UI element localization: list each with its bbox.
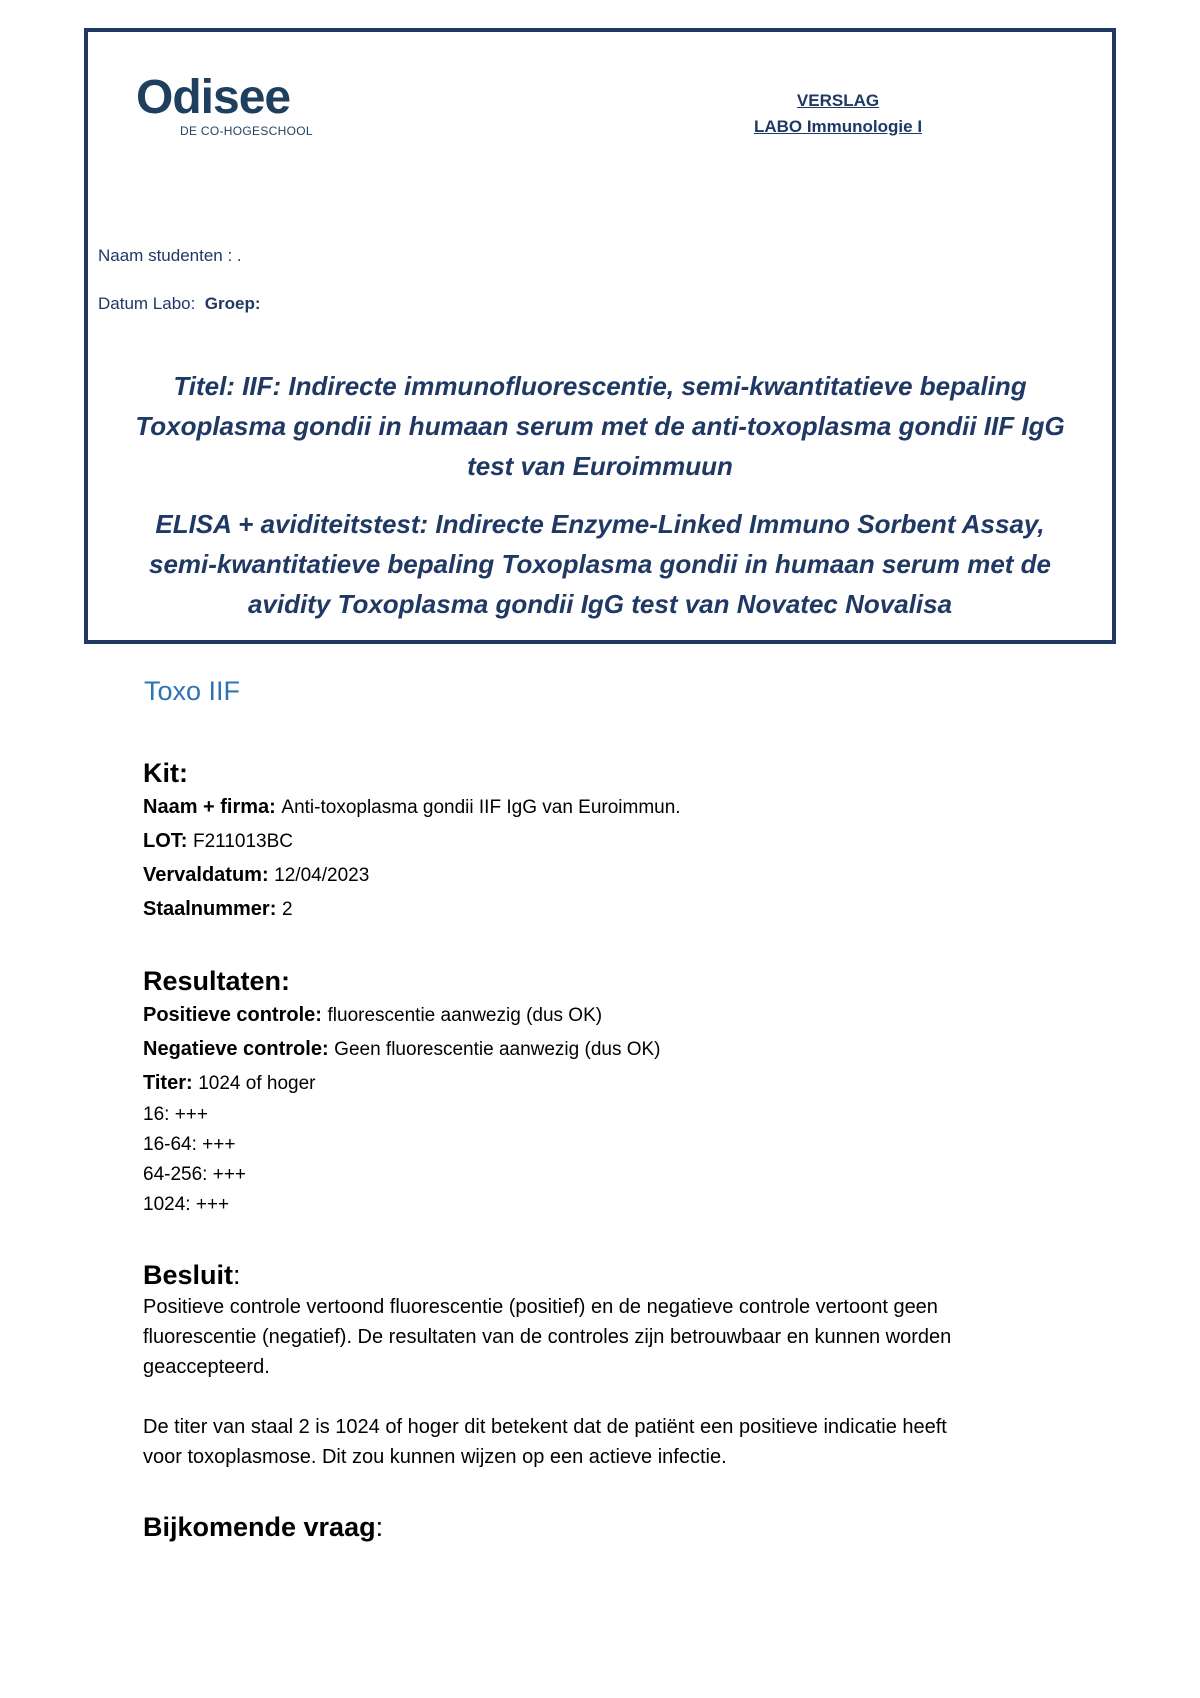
paragraph-line: voor toxoplasmose. Dit zou kunnen wijzen op een actieve infectie. (143, 1446, 727, 1468)
section-heading: Toxo IIF (144, 676, 241, 706)
positive-control-value: fluorescentie aanwezig (dus OK) (327, 1005, 603, 1026)
extra-question-heading-colon: : (375, 1512, 384, 1542)
kit-name-value: Anti-toxoplasma gondii IIF IgG van Euroimmun. (281, 797, 681, 818)
negative-control-row (143, 1032, 1083, 1066)
extra-question-heading (143, 1510, 1083, 1544)
positive-control-row (143, 998, 1083, 1032)
titer-result-row: 16: +++ (143, 1104, 208, 1125)
odisee-logo (136, 71, 313, 138)
kit-lot-row (143, 824, 1083, 858)
main-title-line: test van Euroimmuun (467, 451, 733, 481)
header-box (84, 28, 1116, 644)
conclusion-heading-text: Besluit (143, 1260, 234, 1290)
kit-lot-label: LOT: (143, 830, 188, 852)
titer-result-row: 64-256: +++ (143, 1164, 247, 1185)
titer-result-row: 16-64: +++ (143, 1134, 236, 1155)
kit-name-row (143, 790, 1083, 824)
negative-control-value: Geen fluorescentie aanwezig (dus OK) (334, 1039, 661, 1060)
elisa-title (88, 504, 1112, 624)
conclusion-section (143, 1258, 1083, 1472)
logo-wordmark: Odisee (136, 71, 291, 124)
main-title-line: Titel: IIF: Indirecte immunofluorescentie, semi-kwantitatieve bepaling (173, 371, 1027, 401)
groep-label: Groep: (204, 294, 261, 313)
elisa-title-line: semi-kwantitatieve bepaling Toxoplasma gondii in humaan serum met de (148, 549, 1051, 579)
titer-result-row: 1024: +++ (143, 1194, 230, 1215)
paragraph-line: Positieve controle vertoond fluorescentie (positief) en de negatieve controle vertoont geen (143, 1296, 938, 1318)
positive-control-label: Positieve controle: (143, 1004, 322, 1026)
report-title-line1: VERSLAG (796, 91, 880, 110)
kit-expiry-label: Vervaldatum: (143, 864, 269, 886)
kit-lot-value: F211013BC (193, 831, 293, 852)
paragraph-line: fluorescentie (negatief). De resultaten van de controles zijn betrouwbaar en kunnen worden (143, 1326, 952, 1348)
results-heading: Resultaten: (143, 966, 291, 996)
logo-subtitle: DE CO-HOGESCHOOL (180, 124, 313, 138)
paragraph-line: De titer van staal 2 is 1024 of hoger dit betekent dat de patiënt een positieve indicatie heeft (143, 1416, 947, 1438)
conclusion-paragraph-2 (143, 1412, 1083, 1472)
titer-row (143, 1066, 1083, 1100)
kit-name-label: Naam + firma: (143, 796, 276, 818)
kit-section (143, 756, 1083, 926)
elisa-title-line: ELISA + aviditeitstest: Indirecte Enzyme-Linked Immuno Sorbent Assay, (155, 509, 1045, 539)
negative-control-label: Negatieve controle: (143, 1038, 329, 1060)
conclusion-heading-colon: : (233, 1260, 241, 1290)
paragraph-line: geaccepteerd. (143, 1356, 270, 1378)
report-title-line2: LABO Immunologie I (753, 117, 923, 136)
student-names-label: Naam studenten : . (98, 246, 242, 265)
extra-question-heading-text: Bijkomende vraag (143, 1512, 376, 1542)
main-title-line: Toxoplasma gondii in humaan serum met de anti-toxoplasma gondii IIF IgG (135, 411, 1065, 441)
results-section (143, 964, 1083, 1220)
datum-label: Datum Labo: (98, 294, 196, 313)
extra-question-section (143, 1510, 1083, 1544)
main-title (88, 366, 1112, 486)
kit-expiry-value: 12/04/2023 (274, 865, 370, 886)
conclusion-heading (143, 1258, 1083, 1292)
report-title (728, 88, 948, 140)
titer-label: Titer: (143, 1072, 193, 1094)
kit-sample-label: Staalnummer: (143, 898, 277, 920)
kit-sample-row (143, 892, 1083, 926)
conclusion-paragraph-1 (143, 1292, 1083, 1382)
titer-value: 1024 of hoger (198, 1073, 316, 1094)
student-names-line (98, 246, 242, 266)
kit-sample-value: 2 (281, 899, 293, 920)
kit-expiry-row (143, 858, 1083, 892)
kit-heading: Kit: (143, 758, 188, 788)
date-group-line (98, 294, 261, 314)
elisa-title-line: avidity Toxoplasma gondii IgG test van Novatec Novalisa (247, 589, 953, 619)
